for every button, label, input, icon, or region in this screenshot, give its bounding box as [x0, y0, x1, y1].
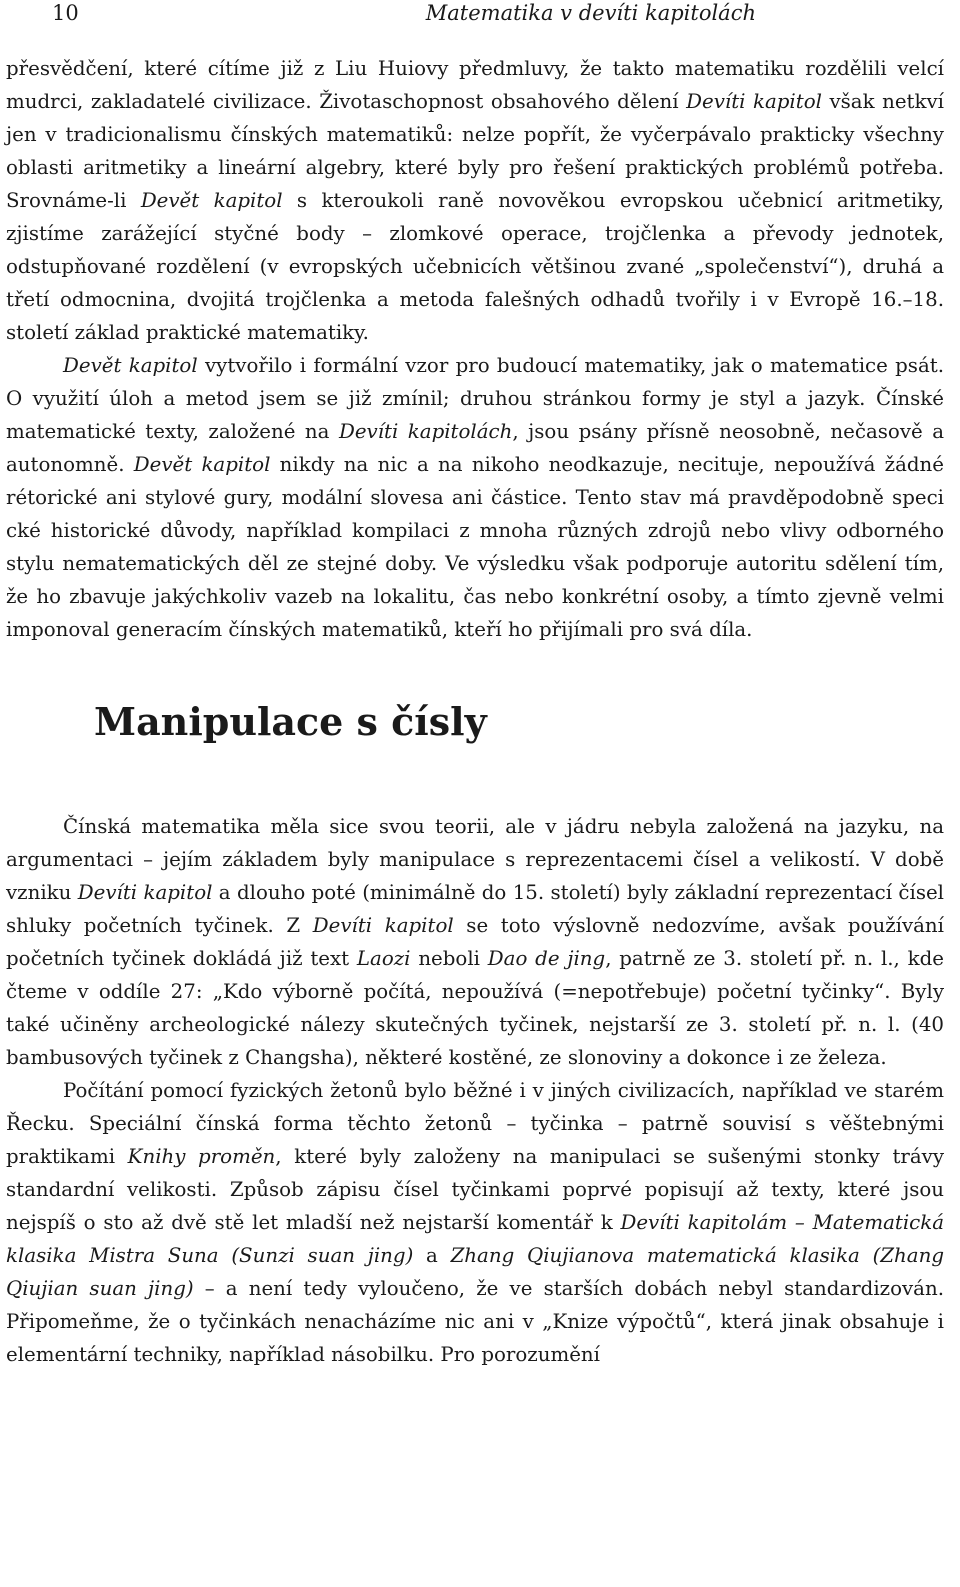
- text-run: Čínská matematika měla sice svou teorii, ale v jádru nebyla založená na jazyku, na argumentaci – jejím základem byly manipulace s reprezentacemi čísel a velikostí. V době vzniku: [6, 815, 944, 904]
- italic-run: Laozi: [356, 947, 411, 970]
- italic-run: Devíti kapitol: [686, 90, 822, 113]
- text-run: však netkví jen v tradicionalismu čínských matematiků: nelze popřít, že vyčerpávalo prakticky všechny oblasti aritmetiky a lineární algebry, které byly pro řešení praktických problémů potřeba. Srovnáme-li: [6, 90, 944, 212]
- text-run: se toto výslovně nedozvíme, avšak používání početních tyčinek dokládá již text: [6, 914, 944, 970]
- italic-run: Devět kapitol: [140, 189, 283, 212]
- running-head: [6, 0, 944, 26]
- text-run: a dlouho poté (minimálně do 15. století) byly základní reprezentací čísel shluky početních tyčinek. Z: [6, 881, 945, 937]
- text-run: a: [413, 1244, 451, 1267]
- text-run: nikdy na nic a na nikoho neodkazuje, necituje, nepoužívá žádné rétorické ani stylové gury, modální slovesa ani částice. Tento stav má pravděpodobně speci cké historické důvody, například kompilaci z mnoha různých zdrojů nebo vlivy odborného stylu nematematických děl ze stejné doby. Ve výsledku však podporuje autoritu sdělení tím, že ho zbavuje jakýchkoliv vazeb na lokalitu, čas nebo konkrétní osoby, a tímto zjevně velmi imponoval generacím čínských matematiků, kteří ho přijímali pro svá díla.: [6, 453, 944, 641]
- text-run: Počítání pomocí fyzických žetonů bylo běžné i v jiných civilizacích, například ve starém Řecku. Speciální čínská forma těchto žetonů – tyčinka – patrně souvisí s věštebnými praktikami: [6, 1079, 944, 1168]
- paragraph-4: [6, 1074, 944, 1371]
- italic-run: Devět kapitol: [63, 354, 198, 377]
- italic-run: Devíti kapitol: [77, 881, 213, 904]
- text-run: s kteroukoli raně novověkou evropskou učebnicí aritmetiky, zjistíme zarážející styčné body – zlomkové operace, trojčlenka a převody jednotek, odstupňované rozdělení (v evropských učebnicích většinou zvané „společenství“), druhá a třetí odmocnina, dvojitá trojčlenka a metoda falešných odhadů tvořily i v Evropě 16.–18. století základ praktické matematiky.: [6, 189, 945, 344]
- italic-run: Devíti kapitol: [312, 914, 454, 937]
- text-run: vytvořilo i formální vzor pro budoucí matematiky, jak o matematice psát. O využití úloh a metod jsem se již zmínil; druhou stránkou formy je styl a jazyk. Čínské matematické texty, založené na: [6, 354, 944, 443]
- italic-run: Devíti kapitolám – Matematická klasika Mistra Suna (Sunzi suan jing): [6, 1211, 945, 1267]
- running-head-title: Matematika v devíti kapitolách: [425, 1, 756, 25]
- italic-run: Zhang Qiujianova matematická klasika (Zhang Qiujian suan jing): [6, 1244, 944, 1300]
- book-page: [6, 0, 944, 1371]
- paragraph-1: [6, 52, 944, 349]
- text-run: – a není tedy vyloučeno, že ve starších dobách nebyl standardizován. Připomeňme, že o tyčinkách nenacházíme nic ani v „Knize výpočtů“, která jinak obsahuje i elementární techniky, například násobilku. Pro porozumění: [6, 1277, 944, 1366]
- text-run: přesvědčení, které cítíme již z Liu Huiovy předmluvy, že takto matematiku rozdělili velcí mudrci, zakladatelé civilizace. Životaschopnost obsahového dělení: [6, 57, 944, 113]
- italic-run: Dao de jing: [487, 947, 606, 970]
- italic-run: Knihy proměn: [127, 1145, 276, 1168]
- italic-run: Devět kapitol: [133, 453, 271, 476]
- paragraph-3: [6, 810, 944, 1074]
- page-number: 10: [52, 1, 79, 25]
- text-run: neboli: [410, 947, 488, 970]
- text-run: , patrně ze 3. století př. n. l., kde čteme v oddíle 27: „Kdo výborně počítá, nepoužívá (=nepotřebuje) početní tyčinky“. Byly také učiněny archeologické nálezy skutečných tyčinek, nejstarší ze 3. století př. n. l. (40 bambusových tyčinek z Changsha), některé kostěné, ze slonoviny a dokonce i ze železa.: [6, 947, 944, 1069]
- italic-run: Devíti kapitolách: [338, 420, 513, 443]
- text-run: , které byly založeny na manipulaci se sušenými stonky trávy standardní velikosti. Způsob zápisu čísel tyčinkami poprvé popisují až texty, které jsou nejspíš o sto až dvě stě let mladší než nejstarší komentář k: [6, 1145, 945, 1234]
- section-heading: Manipulace s čísly: [94, 699, 487, 744]
- text-run: , jsou psány přísně neosobně, nečasově a autonomně.: [6, 420, 944, 476]
- paragraph-2: [6, 349, 944, 646]
